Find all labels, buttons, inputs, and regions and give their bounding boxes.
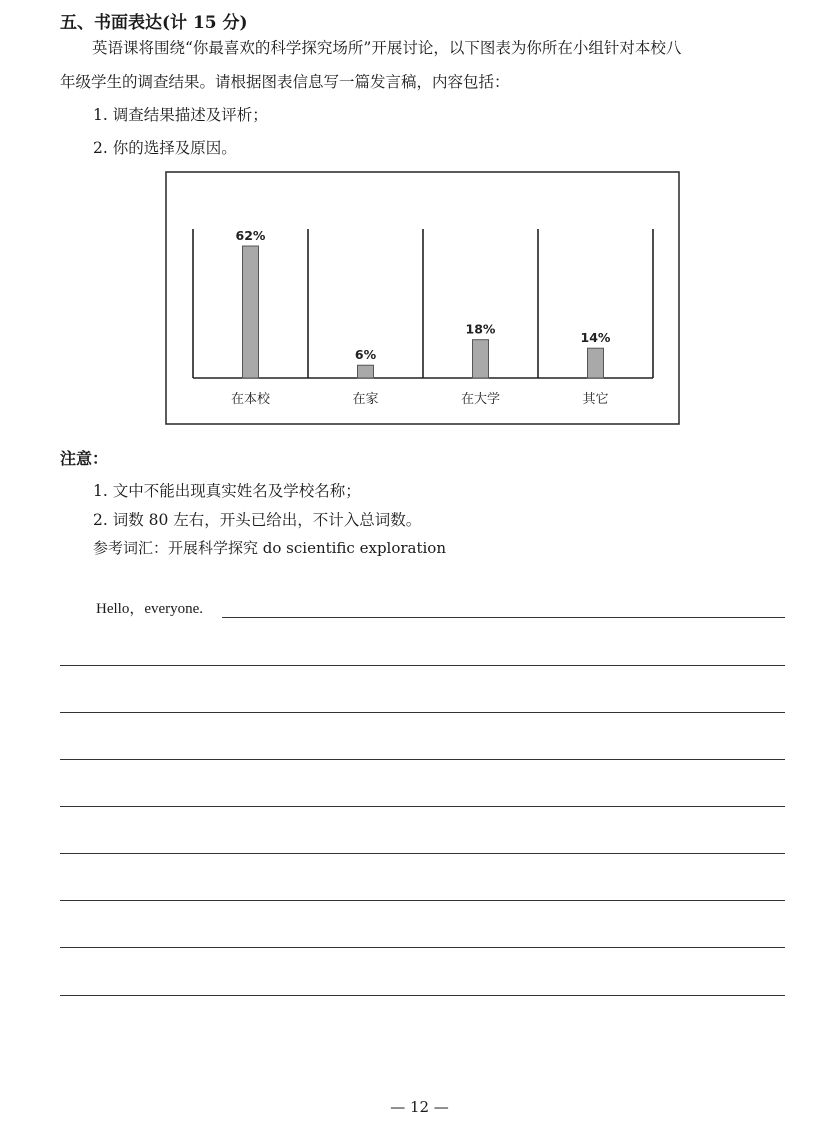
writing-line[interactable] (60, 900, 785, 901)
notes-title: 注意： (60, 449, 109, 468)
writing-line[interactable] (60, 665, 785, 666)
reference-vocabulary: 参考词汇：开展科学探究 do scientific exploration (93, 539, 446, 557)
writing-line[interactable] (222, 617, 785, 618)
bar-value-label: 62% (235, 228, 266, 244)
chart-marks (193, 228, 653, 407)
bar-4 (588, 348, 604, 378)
prompt-line-2: 年级学生的调查结果。请根据图表信息写一篇发言稿，内容包括： (60, 73, 510, 91)
category-label: 在家 (352, 392, 379, 407)
note-item-2: 2. 词数 80 左右，开头已给出，不计入总词数。 (93, 511, 422, 529)
writing-line[interactable] (60, 806, 785, 807)
writing-line[interactable] (60, 947, 785, 948)
note-item-1: 1. 文中不能出现真实姓名及学校名称； (93, 482, 361, 500)
bar-value-label: 14% (580, 330, 611, 346)
category-label: 在大学 (460, 392, 501, 407)
writing-line[interactable] (60, 759, 785, 760)
writing-line[interactable] (60, 995, 785, 996)
prompt-item-1: 1. 调查结果描述及评析； (93, 106, 268, 124)
prompt-line-1-text: 英语课将围绕“你最喜欢的科学探究场所”开展讨论，以下图表为你所在小组针对本校八 (92, 39, 682, 57)
prompt-line-1 (60, 32, 792, 65)
bar-1 (243, 246, 259, 378)
writing-opening: Hello，everyone. (96, 601, 204, 617)
bar-2 (358, 365, 374, 378)
bar-value-label: 6% (354, 347, 377, 363)
prompt-item-2: 2. 你的选择及原因。 (93, 139, 237, 157)
bar-value-label: 18% (465, 321, 496, 337)
section-title: 五、书面表达(计 15 分) (60, 13, 248, 33)
page-number: — 12 — (390, 1098, 449, 1116)
writing-line[interactable] (60, 712, 785, 713)
bar-3 (473, 340, 489, 378)
writing-line[interactable] (60, 853, 785, 854)
category-label: 其它 (582, 392, 609, 407)
survey-bar-chart (165, 171, 681, 426)
category-label: 在本校 (230, 392, 271, 407)
